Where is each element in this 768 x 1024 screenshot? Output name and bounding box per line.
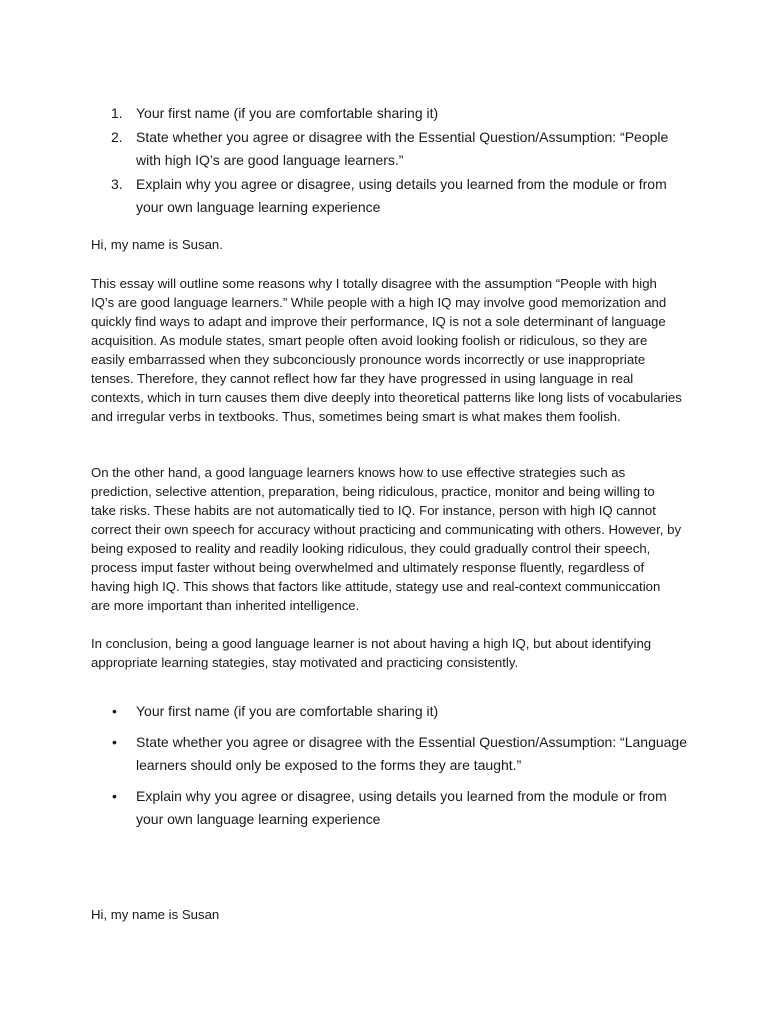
essay-paragraph-2: On the other hand, a good language learners knows how to use effective strategies such as prediction, selective attention, preparation, being ridiculous, practice, monitor and being willing to take risks. These habits are not automatically tied to IQ. For instance, person with high IQ cannot correct their own speech for accuracy without practicing and communicating with others. However, by being exposed to reality and readily looking ridiculous, they could gradually control their speech, process imput faster without being overwhelmed and ultimately response fluently, regardless of having high IQ. This shows that factors like attitude, stategy use and real-context communiccation are more important than inherited intelligence.: [91, 465, 682, 613]
list-item-text: State whether you agree or disagree with the Essential Question/Assumption: “People with high IQ’s are good language learners.”: [136, 128, 669, 168]
bullet-marker: •: [112, 734, 117, 750]
bullet-marker: •: [112, 703, 117, 719]
list-item: [108, 785, 688, 831]
essay-paragraph-3: In conclusion, being a good language learner is not about having a high IQ, but about identifying appropriate learning stategies, stay motivated and practicing consistently.: [91, 636, 652, 670]
list-item-text: Your first name (if you are comfortable sharing it): [136, 703, 439, 719]
list-item-text: State whether you agree or disagree with the Essential Question/Assumption: “Language learners should only be exposed to the forms they are taught.”: [136, 734, 687, 773]
list-item: [108, 173, 688, 220]
list-number: 1.: [111, 105, 123, 121]
bullet-marker: •: [112, 788, 117, 804]
list-item-text: Explain why you agree or disagree, using details you learned from the module or from your own language learning experience: [136, 175, 667, 215]
list-item: [108, 102, 688, 126]
list-item: [108, 731, 688, 777]
bulleted-instructions-list: [108, 700, 688, 839]
list-number: 3.: [111, 175, 123, 192]
list-item-text: Explain why you agree or disagree, using details you learned from the module or from your own language learning experience: [136, 788, 667, 827]
list-item: [108, 700, 688, 723]
numbered-instructions-list: [108, 102, 688, 220]
list-number: 2.: [111, 128, 123, 145]
greeting-first: Hi, my name is Susan.: [91, 237, 223, 252]
essay-paragraph-1: This essay will outline some reasons why I totally disagree with the assumption “People with high IQ’s are good language learners.” While people with a high IQ may involve good memorization and quickly find ways to adapt and improve their performance, IQ is not a sole determinant of language acquisition. As module states, smart people often avoid looking foolish or ridiculous, so they are easily embarrassed when they subconciously pronounce words incorrectly or use inappropriate tenses. Therefore, they cannot reflect how far they have progressed in using language in real contexts, which in turn causes them dive deeply into theoretical patterns like long lists of vocabularies and irregular verbs in textbooks. Thus, sometimes being smart is what makes them foolish.: [91, 276, 682, 424]
list-item-text: Your first name (if you are comfortable sharing it): [136, 105, 439, 121]
list-item: [108, 126, 688, 173]
greeting-second: Hi, my name is Susan: [91, 907, 220, 922]
